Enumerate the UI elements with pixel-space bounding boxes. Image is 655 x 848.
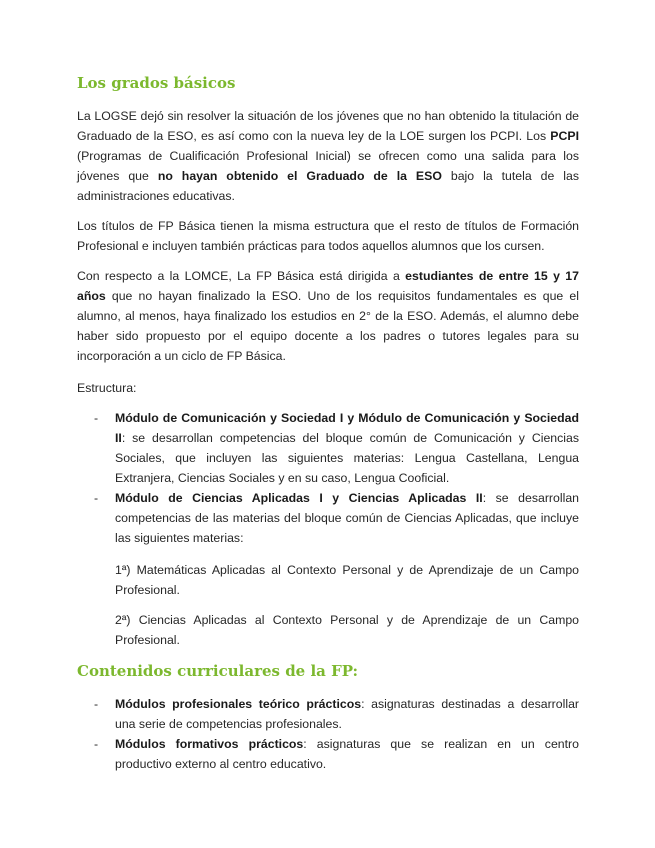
bullet-bold-label: Módulo de Ciencias Aplicadas I y Ciencias Aplicadas II xyxy=(115,491,483,505)
sub-item-matematicas: 1ª) Matemáticas Aplicadas al Contexto Personal y de Aprendizaje de un Campo Profesional. xyxy=(115,563,579,597)
paragraph-lomce-bold-ages: estudiantes de entre 15 y 17 años xyxy=(77,269,579,303)
paragraph-pcpi xyxy=(77,106,579,206)
bullet-dash: - xyxy=(94,737,99,751)
bullet-dash: - xyxy=(94,411,99,425)
bullet-bold-label: Módulo de Comunicación y Sociedad I y Módulo de Comunicación y Sociedad II xyxy=(115,411,579,445)
structure-label: Estructura: xyxy=(77,381,137,395)
bullet-text: : se desarrollan competencias del bloque común de Comunicación y Ciencias Sociales, que incluyen las siguientes materias: Lengua Castellana, Lengua Extranjera, Ciencias Sociales y en su caso, Lengua Cooficial. xyxy=(115,431,579,485)
list-item xyxy=(77,408,579,488)
paragraph-lomce-text-a: Con respecto a la LOMCE, La FP Básica está dirigida a xyxy=(77,269,406,283)
curriculum-bullet-list xyxy=(77,694,579,774)
bullet-dash: - xyxy=(94,697,99,711)
structure-bullet-list xyxy=(77,408,579,548)
paragraph-pcpi-text-e: bajo la tutela de las administraciones educativas. xyxy=(77,169,579,203)
paragraph-fp-basica-structure: Los títulos de FP Básica tienen la misma estructura que el resto de títulos de Formación Profesional e incluyen también prácticas para todos aquellos alumnos que los cursen. xyxy=(77,219,579,253)
paragraph-pcpi-bold-graduado: no hayan obtenido el Graduado de la ESO xyxy=(157,169,442,183)
sub-item-ciencias: 2ª) Ciencias Aplicadas al Contexto Personal y de Aprendizaje de un Campo Profesional. xyxy=(115,613,579,647)
section-heading-curriculum: Contenidos curriculares de la FP: xyxy=(77,662,359,680)
paragraph-pcpi-bold-pcpi: PCPI xyxy=(550,129,579,143)
paragraph-lomce xyxy=(77,266,579,366)
list-item xyxy=(77,694,579,734)
paragraph-pcpi-text-c: (Programas de Cualificación Profesional Inicial) se ofrecen como una salida para los jóvenes que xyxy=(77,149,579,183)
bullet-bold-label: Módulos profesionales teórico prácticos xyxy=(115,697,362,711)
bullet-dash: - xyxy=(94,491,99,505)
paragraph-lomce-text-c: que no hayan finalizado la ESO. Uno de los requisitos fundamentales es que el alumno, al menos, haya finalizado los estudios en 2° de la ESO. Además, el alumno debe haber sido propuesto por el equipo docente a los padres o tutores legales para su incorporación a un ciclo de FP Básica. xyxy=(77,289,579,363)
bullet-bold-label: Módulos formativos prácticos xyxy=(115,737,304,751)
section-heading-basic-grades: Los grados básicos xyxy=(77,74,236,92)
bullet-text: : asignaturas destinadas a desarrollar una serie de competencias profesionales. xyxy=(115,697,580,731)
paragraph-pcpi-text-a: La LOGSE dejó sin resolver la situación de los jóvenes que no han obtenido la titulación de Graduado de la ESO, es así como con la nueva ley de la LOE surgen los PCPI. Los xyxy=(77,109,579,143)
bullet-text: : asignaturas que se realizan en un centro productivo externo al centro educativo. xyxy=(115,737,579,771)
list-item xyxy=(77,734,579,774)
bullet-text: : se desarrollan competencias de las materias del bloque común de Ciencias Aplicadas, que incluye las siguientes materias: xyxy=(115,491,579,545)
list-item xyxy=(77,488,579,548)
